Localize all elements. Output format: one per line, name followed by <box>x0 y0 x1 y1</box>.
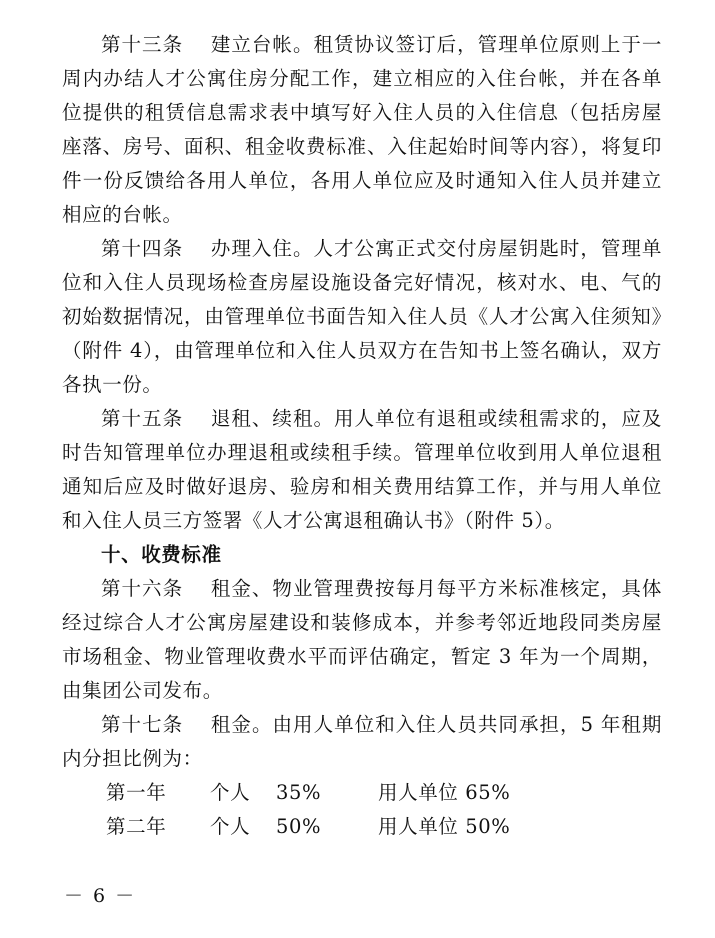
article-15 <box>62 402 662 538</box>
ratio-individual-pct: 35% <box>276 781 322 804</box>
article-16-title: 第十六条 <box>101 577 184 600</box>
article-17-text: 租金。由用人单位和入住人员共同承担，5 年租期内分担比例为： <box>62 713 662 770</box>
article-15-title: 第十五条 <box>101 407 184 430</box>
document-page <box>62 28 662 844</box>
article-16 <box>62 572 662 708</box>
article-14-title: 第十四条 <box>101 237 184 260</box>
section-10-heading: 十、收费标准 <box>101 543 222 566</box>
ratio-row <box>62 810 662 844</box>
article-14-text: 办理入住。人才公寓正式交付房屋钥匙时，管理单位和入住人员现场检查房屋设施设备完好情况，核对水、电、气的初始数据情况，由管理单位书面告知入住人员《人才公寓入住须知》（附件 4），由管理单位和入住人员双方在告知书上签名确认，双方各执一份。 <box>62 237 662 396</box>
ratio-year: 第二年 <box>106 815 167 838</box>
ratio-row <box>62 776 662 810</box>
ratio-individual-label: 个人 <box>210 815 251 838</box>
article-15-text: 退租、续租。用人单位有退租或续租需求的，应及时告知管理单位办理退租或续租手续。管理单位收到用人单位退租通知后应及时做好退房、验房和相关费用结算工作，并与用人单位和入住人员三方签署《人才公寓退租确认书》（附件 5）。 <box>62 407 662 532</box>
article-14 <box>62 232 662 402</box>
ratio-unit-text: 用人单位 65% <box>378 781 511 804</box>
article-17 <box>62 708 662 776</box>
article-17-title: 第十七条 <box>101 713 184 736</box>
article-16-text: 租金、物业管理费按每月每平方米标准核定，具体经过综合人才公寓房屋建设和装修成本，并参考邻近地段同类房屋市场租金、物业管理收费水平而评估确定，暂定 3 年为一个周期，由集团公司发布。 <box>62 577 662 702</box>
article-13-title: 第十三条 <box>101 33 184 56</box>
ratio-unit-text: 用人单位 50% <box>378 815 511 838</box>
page-number: － 6 － <box>64 885 137 907</box>
article-13 <box>62 28 662 232</box>
ratio-individual-pct: 50% <box>276 815 322 838</box>
ratio-individual-label: 个人 <box>210 781 251 804</box>
article-13-text: 建立台帐。租赁协议签订后，管理单位原则上于一周内办结人才公寓住房分配工作，建立相应的入住台帐，并在各单位提供的租赁信息需求表中填写好入住人员的入住信息（包括房屋座落、房号、面积、租金收费标准、入住起始时间等内容），将复印件一份反馈给各用人单位，各用人单位应及时通知入住人员并建立相应的台帐。 <box>62 33 662 226</box>
ratio-year: 第一年 <box>106 781 167 804</box>
